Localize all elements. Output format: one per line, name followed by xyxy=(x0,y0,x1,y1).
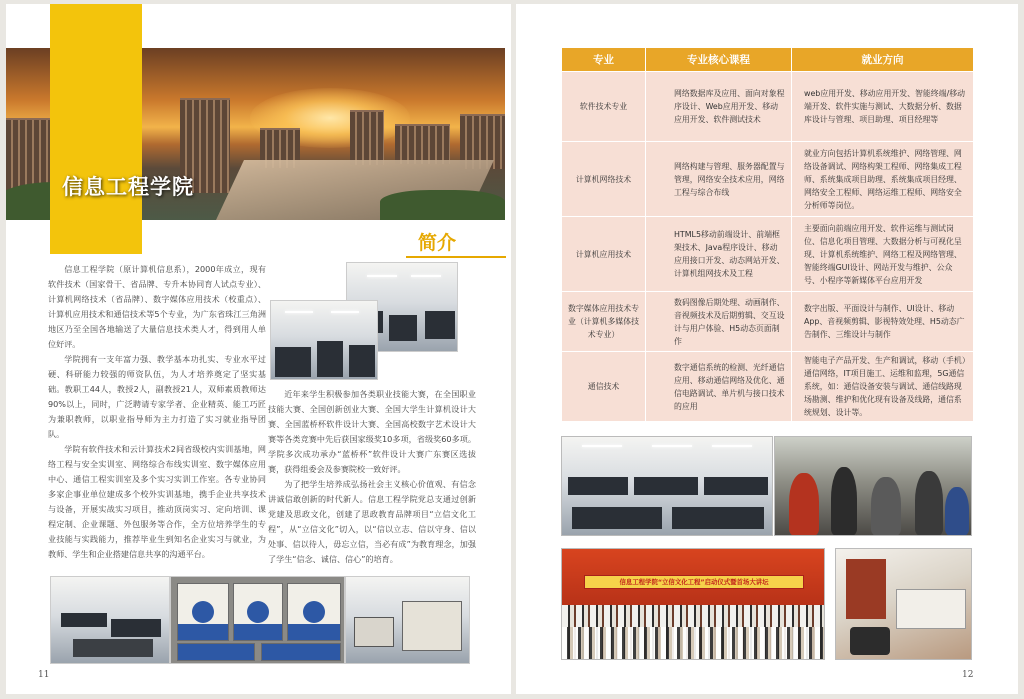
page-number: 12 xyxy=(962,670,974,680)
intro-column-1 xyxy=(48,262,266,562)
careers-cell: 智能电子产品开发、生产和调试，移动（手机）通信网络，IT项目施工、运维和监理，5G通信系统，如：通信设备安装与调试、通信线路现场勘测、维护和优化现有设备及线路，通信系统规划、设计等。 xyxy=(792,352,974,422)
paragraph: 近年来学生积极参加各类职业技能大赛，在全国职业技能大赛、全国创新创业大赛、全国大学生计算机设计大赛、全国蓝桥杯软件设计大赛、全国高校数字艺术设计大赛等各类竞赛中先后获国家级奖10多项，省级奖60多项。学院多次成功承办“蓝桥杯”软件设计大赛广东赛区选拔赛，获得组委会及参赛院校一致好评。 xyxy=(268,389,476,474)
major-cell: 软件技术专业 xyxy=(562,72,646,142)
students-in-lab-photo xyxy=(774,436,972,536)
courses-cell: 网络构建与管理、服务器配置与管理，网络安全技术应用，网络工程与综合布线 xyxy=(646,142,792,217)
table-header-row xyxy=(562,48,974,72)
header-careers: 就业方向 xyxy=(792,48,974,72)
courses-cell: 网络数据库及应用、面向对象程序设计、Web应用开发、移动应用开发、软件测试技术 xyxy=(646,72,792,142)
page-title: 信息工程学院 xyxy=(62,175,194,199)
courses-cell: HTML5移动前端设计、前端框架技术、Java程序设计、移动应用接口开发、动态网站开发、计算机组网技术及工程 xyxy=(646,217,792,292)
table-row xyxy=(562,352,974,422)
intro-heading: 简介 xyxy=(418,232,457,254)
computer-lab-photo xyxy=(561,436,773,536)
right-page xyxy=(516,4,1018,694)
major-cell: 计算机网络技术 xyxy=(562,142,646,217)
courses-cell: 数码图像后期处理、动画制作、音视频技术及后期剪辑、交互设计与用户体验、H5动态页面制作 xyxy=(646,292,792,352)
table-row xyxy=(562,142,974,217)
accent-bar xyxy=(50,4,142,254)
paragraph: 学院有软件技术和云计算技术2间省级校内实训基地，网络工程与安全实训室、网络综合布线实训室、数字媒体应用中心、通信工程实训室及多个实习实训工作室。各专业协同多家企事业单位建成多个校外实训基地，携手企业共享技术与设备，开展实战实习项目，推动顶岗实习、定向培训、课程定制、企业课题、外包服务等合作，全方位培养学生的专业技能与实践能力，推荐毕业生到知名企业实习与就业，为教师、学生和企业搭建信息共享的沟通平台。 xyxy=(48,444,266,559)
office-photo xyxy=(345,576,470,664)
heading-underline xyxy=(406,256,506,258)
paragraph: 信息工程学院（原计算机信息系），2000年成立，现有软件技术（国家骨干、省品牌、专升本协同育人试点专业）、计算机网络技术（省品牌）、数字媒体应用技术（校重点）、计算机应用技术和通信技术等5个专业，为广东省珠江三角洲地区乃至全国各地输送了大量信息技术类人才，得到用人单位好评。 xyxy=(48,264,266,349)
ceremony-group-photo xyxy=(561,548,825,660)
header-courses: 专业核心课程 xyxy=(646,48,792,72)
header-major: 专业 xyxy=(562,48,646,72)
table-row xyxy=(562,217,974,292)
left-page xyxy=(6,4,511,694)
major-cell: 通信技术 xyxy=(562,352,646,422)
careers-cell: web应用开发、移动应用开发、智能终端/移动端开发、软件实施与测试、大数据分析、数据库设计与管理、项目助理、项目经理等 xyxy=(792,72,974,142)
careers-cell: 就业方向包括计算机系统维护、网络管理、网络设备调试、网络构架工程师、网络集成工程师、系统集成项目助理、系统集成项目经理、网络安全工程师、网络运维工程师、网络安全分析师等岗位。 xyxy=(792,142,974,217)
paragraph: 为了把学生培养成弘扬社会主义核心价值观、有信念讲诚信敢创新的时代新人。信息工程学院党总支通过创新党建及思政文化，创建了思政教育品牌项目“立信文化工程”，从“立信文化”切入，以“信以立志、信以守身、信以处事、信以待人，毋忘立信，当必有成”为教育理念，加强了学生“信念、诚信、信心”的培育。 xyxy=(268,479,476,564)
paragraph: 学院拥有一支年富力强、教学基本功扎实、专业水平过硬、科研能力较强的师资队伍，为人才培养奠定了坚实基础。教职工44人，教授2人，副教授21人，双师素质教师达90%以上，同时，广泛聘请专家学者、企业精英、能工巧匠为兼职教师，以职业指导师为主力打造了实习就业指导团队。 xyxy=(48,354,266,439)
intro-column-2 xyxy=(268,387,476,567)
computer-lab-photo xyxy=(270,300,378,380)
plaques-photo xyxy=(170,576,345,664)
lounge-photo xyxy=(835,548,972,660)
ceremony-banner: 信息工程学院“立信文化工程”启动仪式暨首场大讲坛 xyxy=(584,575,804,589)
curriculum-table xyxy=(561,47,974,422)
table-row xyxy=(562,292,974,352)
major-cell: 计算机应用技术 xyxy=(562,217,646,292)
careers-cell: 主要面向前端应用开发、软件运维与测试岗位、信息化项目管理、大数据分析与可视化呈现、计算机系统维护、网络工程及网络管理、智能终端GUI设计、网站开发与维护、公众号、小程序等新媒体平台应用开发 xyxy=(792,217,974,292)
table-row xyxy=(562,72,974,142)
careers-cell: 数字出版、平面设计与制作、UI设计、移动App、音视频剪辑、影视特效处理、H5动态广告制作、三维设计与制作 xyxy=(792,292,974,352)
courses-cell: 数字通信系统的检测、光纤通信应用、移动通信网络及优化、通信电路调试、单片机与接口技术的应用 xyxy=(646,352,792,422)
training-room-photo xyxy=(50,576,170,664)
page-number: 11 xyxy=(38,670,50,680)
major-cell: 数字媒体应用技术专业（计算机多媒体技术专业） xyxy=(562,292,646,352)
